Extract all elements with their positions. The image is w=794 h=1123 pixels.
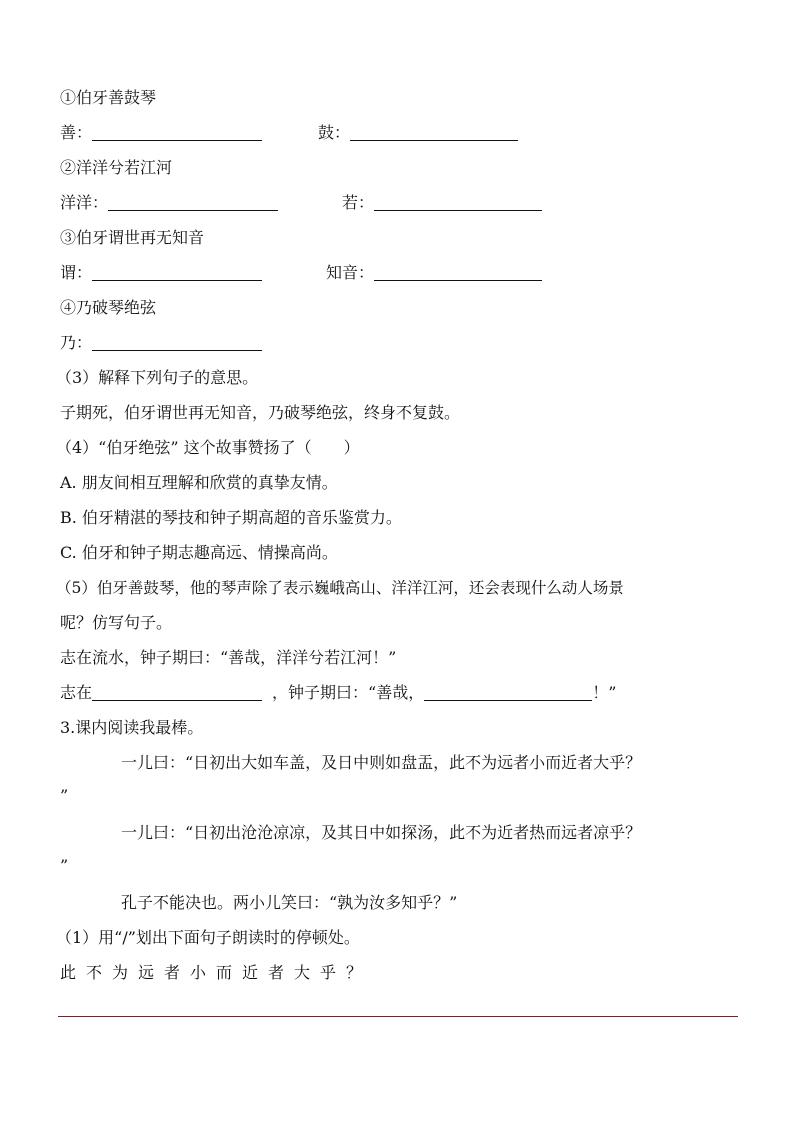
blank-nai[interactable]	[92, 334, 262, 351]
label-wei: 谓：	[60, 263, 93, 282]
blank-shan[interactable]	[92, 124, 262, 141]
label-zhiyin: 知音：	[326, 263, 375, 282]
item2-answer-row	[60, 193, 542, 213]
para2-line1: 一儿曰：“日初出沧沧凉凉，及其日中如探汤，此不为近者热而远者凉乎？	[121, 823, 642, 842]
blank-zhizai[interactable]	[92, 684, 262, 701]
para1-line2: ”	[60, 786, 69, 805]
blank-yangyang[interactable]	[108, 194, 278, 211]
para1-line1: 一儿曰：“日初出大如车盖，及日中则如盘盂，此不为远者小而近者大乎？	[121, 753, 642, 772]
q3-sub1-title: （1）用“/”划出下面句子朗读时的停顿处。	[56, 928, 360, 947]
imitation-row	[60, 683, 616, 703]
item1-sentence: ①伯牙善鼓琴	[60, 88, 157, 107]
label-nai: 乃：	[60, 333, 93, 352]
label-shan: 善：	[60, 123, 93, 142]
option-c: C. 伯牙和钟子期志趣高远、情操高尚。	[60, 543, 338, 562]
label-gu: 鼓：	[318, 123, 351, 142]
blank-shanzai[interactable]	[424, 684, 592, 701]
footer-divider	[58, 1016, 738, 1017]
q3-sub1-sentence: 此不为远者小而近者大乎？	[60, 963, 373, 982]
blank-gu[interactable]	[350, 124, 518, 141]
item4-answer-row	[60, 333, 262, 353]
fill-start: 志在	[60, 683, 93, 702]
blank-wei[interactable]	[92, 264, 262, 281]
blank-zhiyin[interactable]	[374, 264, 542, 281]
item2-sentence: ②洋洋兮若江河	[60, 158, 173, 177]
q3-title: 3.课内阅读我最棒。	[60, 718, 204, 737]
option-b: B. 伯牙精湛的琴技和钟子期高超的音乐鉴赏力。	[60, 508, 402, 527]
fill-mid: ，钟子期曰：“善哉，	[272, 683, 425, 702]
para2-line2: ”	[60, 856, 69, 875]
sub5-line1: （5）伯牙善鼓琴，他的琴声除了表示巍峨高山、洋洋江河，还会表现什么动人场景	[56, 579, 624, 597]
item3-answer-row	[60, 263, 542, 283]
item3-sentence: ③伯牙谓世再无知音	[60, 228, 205, 247]
item1-answer-row	[60, 123, 518, 143]
fill-end: ！”	[592, 683, 617, 702]
label-yangyang: 洋洋：	[60, 193, 109, 212]
sub3-sentence: 子期死，伯牙谓世再无知音，乃破琴绝弦，终身不复鼓。	[60, 403, 461, 422]
sub3-title: （3）解释下列句子的意思。	[56, 368, 259, 387]
example-sentence: 志在流水，钟子期曰：“善哉，洋洋兮若江河！”	[60, 648, 397, 667]
blank-ruo[interactable]	[374, 194, 542, 211]
sub4-title: （4）“伯牙绝弦” 这个故事赞扬了（ ）	[56, 438, 360, 457]
para3: 孔子不能决也。两小儿笑曰：“孰为汝多知乎？”	[121, 893, 458, 912]
option-a: A. 朋友间相互理解和欣赏的真挚友情。	[60, 473, 338, 492]
label-ruo: 若：	[342, 193, 375, 212]
sub5-line2: 呢？仿写句子。	[60, 613, 173, 632]
item4-sentence: ④乃破琴绝弦	[60, 298, 157, 317]
